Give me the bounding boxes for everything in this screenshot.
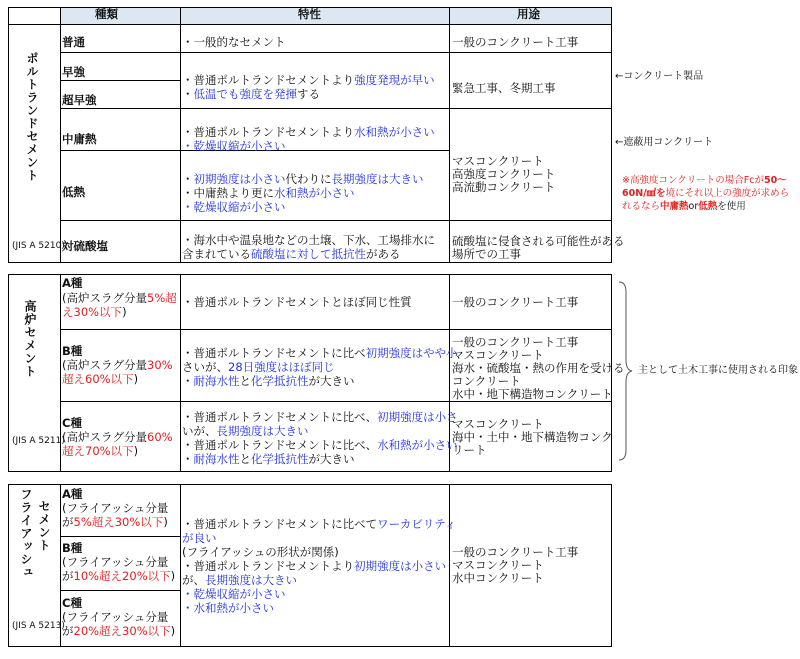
blast-b-use2: マスコンクリート bbox=[452, 348, 544, 362]
flyash-b-desc1: (フライアッシュ分量 bbox=[62, 555, 169, 569]
row-sulfate-prop1: ・海水中や温泉地などの土壌、下水、工場排水に bbox=[182, 233, 435, 247]
blast-jis: (JIS A 5211) bbox=[12, 436, 65, 446]
row-sulfate-use2: 場所での工事 bbox=[452, 247, 521, 261]
row-normal-prop: ・一般的なセメント bbox=[182, 35, 286, 49]
note-high-strength: ※高強度コンクリートの場合Fcが50～60N/㎟を境にそれ以上の強度が求められるなら中庸熱or低熱を使用 bbox=[622, 175, 790, 212]
note-shielding: ←遮蔽用コンクリート bbox=[615, 137, 714, 148]
blast-a-desc2: え30%以下) bbox=[62, 305, 127, 319]
flyash-prop2: が良い bbox=[182, 531, 217, 545]
flyash-a-name: A種 bbox=[62, 487, 83, 501]
row-low-prop3: ・乾燥収縮が小さい bbox=[182, 200, 286, 214]
row-low-use1: マスコンクリート bbox=[452, 154, 544, 168]
flyash-prop3: (フライアッシュの形状が関係) bbox=[182, 545, 339, 559]
flyash-use3: 水中コンクリート bbox=[452, 571, 544, 585]
portland-group-label: ポルトランドセメント bbox=[25, 52, 39, 182]
blast-b-prop1: ・普通ポルトランドセメントに比べ初期強度はやや小 bbox=[182, 346, 458, 360]
blast-c-prop3: ・普通ポルトランドセメントに比べ、水和熱が小さい bbox=[182, 438, 458, 452]
row-sulfate-name: 対硫酸塩 bbox=[62, 239, 108, 253]
blast-c-prop2: いが、長期強度は大きい bbox=[182, 424, 309, 438]
flyash-a-desc2: が5%超え30%以下) bbox=[62, 515, 168, 529]
row-early-name: 早強 bbox=[62, 65, 85, 79]
header-kind: 種類 bbox=[95, 7, 118, 21]
blast-b-prop3: ・耐海水性と化学抵抗性が大きい bbox=[182, 374, 355, 388]
portland-jis: (JIS A 5210) bbox=[12, 241, 65, 251]
row-early-prop1: ・普通ポルトランドセメントより強度発現が早い bbox=[182, 73, 435, 87]
blast-a-desc1: (高炉スラグ分量5%超 bbox=[62, 291, 177, 305]
row-low-prop2: ・中庸熱より更に水和熱が小さい bbox=[182, 186, 355, 200]
flyash-c-desc2: が20%超え30%以下) bbox=[62, 624, 176, 638]
flyash-b-desc2: が10%超え20%以下) bbox=[62, 569, 176, 583]
blast-b-desc2: 超え60%以下) bbox=[62, 372, 139, 386]
row-sulfate-prop2: 含まれている硫酸塩に対して抵抗性がある bbox=[182, 247, 401, 261]
blast-group-label: 高炉セメント bbox=[23, 300, 37, 378]
blast-c-name: C種 bbox=[62, 416, 82, 430]
blast-c-use1: マスコンクリート bbox=[452, 417, 544, 431]
row-low-use2: 高強度コンクリート bbox=[452, 167, 556, 181]
flyash-a-desc1: (フライアッシュ分量 bbox=[62, 501, 169, 515]
row-low-use3: 高流動コンクリート bbox=[452, 180, 556, 194]
flyash-use2: マスコンクリート bbox=[452, 558, 544, 572]
flyash-prop5: が、長期強度は大きい bbox=[182, 573, 297, 587]
note-concrete-products: ←コンクリート製品 bbox=[615, 71, 704, 82]
row-early-use: 緊急工事、冬期工事 bbox=[452, 81, 556, 95]
flyash-c-name: C種 bbox=[62, 596, 82, 610]
blast-c-use3: リート bbox=[452, 443, 487, 457]
row-normal-use: 一般のコンクリート工事 bbox=[452, 35, 579, 49]
blast-c-desc1: (高炉スラグ分量60% bbox=[62, 430, 173, 444]
blast-b-use1: 一般のコンクリート工事 bbox=[452, 335, 579, 349]
flyash-jis: (JIS A 5213) bbox=[12, 621, 65, 631]
flyash-prop4: ・普通ポルトランドセメントより初期強度は小さい bbox=[182, 559, 447, 573]
row-ultra-early-name: 超早強 bbox=[62, 93, 97, 107]
row-normal-name: 普通 bbox=[62, 35, 85, 49]
flyash-group-label1: フライアッシュ bbox=[19, 488, 33, 579]
blast-a-prop: ・普通ポルトランドセメントとほぼ同じ性質 bbox=[182, 295, 412, 309]
row-moderate-prop1: ・普通ポルトランドセメントより水和熱が小さい bbox=[182, 125, 435, 139]
blast-b-use5: 水中・地下構造物コンクリート bbox=[452, 387, 613, 401]
blast-c-prop1: ・普通ポルトランドセメントに比べ、初期強度は小さ bbox=[182, 410, 458, 424]
blast-a-use: 一般のコンクリート工事 bbox=[452, 295, 579, 309]
flyash-prop1: ・普通ポルトランドセメントに比べてワーカビリティ bbox=[182, 517, 457, 531]
flyash-prop7: ・水和熱が小さい bbox=[182, 601, 274, 615]
blast-a-name: A種 bbox=[62, 276, 83, 290]
header-props: 特性 bbox=[298, 7, 321, 21]
flyash-group-label2: セメント bbox=[37, 500, 51, 552]
blast-c-desc2: 超え70%以下) bbox=[62, 444, 139, 458]
flyash-b-name: B種 bbox=[62, 541, 83, 555]
flyash-use1: 一般のコンクリート工事 bbox=[452, 545, 579, 559]
row-sulfate-use1: 硫酸塩に侵食される可能性がある bbox=[452, 234, 625, 248]
blast-c-use2: 海中・土中・地下構造物コンク bbox=[452, 430, 613, 444]
blast-b-name: B種 bbox=[62, 344, 83, 358]
blast-b-desc1: (高炉スラグ分量30% bbox=[62, 358, 173, 372]
blast-b-use4: コンクリート bbox=[452, 374, 521, 388]
row-moderate-prop2: ・乾燥収縮が小さい bbox=[182, 139, 286, 153]
blast-b-use3: 海水・硫酸塩・熱の作用を受ける bbox=[452, 361, 625, 375]
row-moderate-name: 中庸熱 bbox=[62, 132, 97, 146]
header-use: 用途 bbox=[517, 7, 540, 21]
flyash-c-desc1: (フライアッシュ分量 bbox=[62, 610, 169, 624]
flyash-prop6: ・乾燥収縮が小さい bbox=[182, 587, 286, 601]
row-low-prop1: ・初期強度は小さい代わりに長期強度は大きい bbox=[182, 172, 424, 186]
note-civil-works: 主として土木工事に使用される印象 bbox=[638, 365, 798, 376]
brace-icon bbox=[617, 280, 633, 462]
blast-b-prop2: さいが、28日強度はほぼ同じ bbox=[182, 360, 335, 374]
blast-c-prop4: ・耐海水性と化学抵抗性が大きい bbox=[182, 452, 355, 466]
row-early-prop2: ・低温でも強度を発揮する bbox=[182, 87, 320, 101]
row-low-name: 低熱 bbox=[62, 185, 85, 199]
